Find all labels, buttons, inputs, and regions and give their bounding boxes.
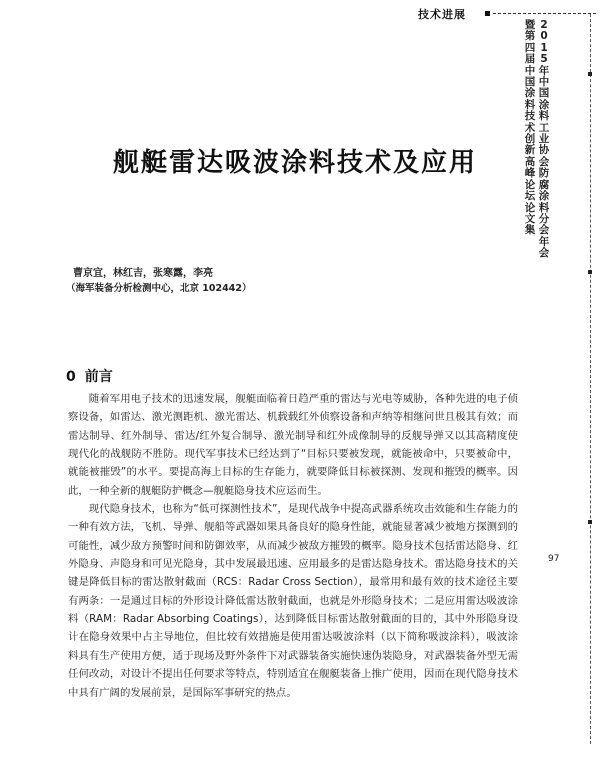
article-authors: 曹京宜，林红吉，张寒露，李亮 — [73, 268, 213, 279]
article-body — [68, 390, 518, 702]
section-number: 0 — [66, 369, 76, 385]
proceedings-title-line-2: 暨第四届中国涂料技术创新高峰论坛论文集 — [524, 19, 536, 237]
section-heading — [66, 366, 113, 386]
margin-marker — [588, 520, 592, 524]
section-heading-text: 前言 — [84, 369, 113, 385]
margin-marker — [588, 72, 592, 76]
header-square-marker — [485, 11, 490, 16]
margin-marker — [588, 270, 592, 274]
article-title: 舰艇雷达吸波涂料技术及应用 — [112, 148, 477, 178]
proceedings-title-line-1: 2015年中国涂料工业协会防腐涂料分会年会 — [538, 19, 550, 260]
body-paragraph: 现代隐身技术，也称为“低可探测性技术”，是现代战争中提高武器系统攻击效能和生存能力的一种有效方法，飞机、导弹、舰船等武器如果具备良好的隐身性能，就能显著减少被地方探测到的可能性，减少敌方预警时间和防御效率，从而减少被敌方摧毁的概率。隐身技术包括雷达隐身、红外隐身、声隐身和可见光隐身，其中发展最迅速、应用最多的是雷达隐身技术。雷达隐身技术的关键是降低目标的雷达散射截面（RCS：Radar Cross Section），最常用和最有效的技术途径主要有两条：一是通过目标的外形设计降低雷达散射截面，也就是外形隐身技术；二是应用雷达吸波涂料（RAM：Radar Absorbing Coatings），达到降低目标雷达散射截面的目的，其中外形隐身设计在隐身效果中占主导地位，但比较有效措施是使用雷达吸波涂料（以下简称吸波涂料），吸波涂料具有生产使用方便，适于现场及野外条件下对武器装备实施快速伪装隐身，对武器装备外型无需任何改动，对设计不提出任何要求等特点，特别适宜在舰艇装备上推广使用，因而在现代隐身技术中具有广阔的发展前景，是国际军事研究的热点。 — [68, 503, 518, 699]
section-label: 技术进展 — [418, 8, 466, 21]
body-paragraph: 随着军用电子技术的迅速发展，舰艇面临着日趋严重的雷达与光电等威胁，各种先进的电子侦察设备，如雷达、激光测距机、激光雷达、机载载红外侦察设备和声纳等相继问世且极其有效；而雷达制导、红外制导、雷达/红外复合制导、激光制导和红外成像制导的反舰导弹又以其高精度使现代化的战舰防不胜防。现代军事技术已经达到了“目标只要被发现，就能被命中，只要被命中，就能被摧毁”的水平。要提高海上目标的生存能力，就要降低目标被探测、发现和摧毁的概率。因此，一种全新的舰艇防护概念—舰艇隐身技术应运而生。 — [68, 393, 518, 497]
article-affiliation: （海军装备分析检测中心，北京 102442） — [66, 283, 252, 294]
header-dashed-rule — [493, 13, 596, 14]
margin-dashed-rule — [590, 14, 591, 744]
page-number: 97 — [548, 554, 560, 564]
